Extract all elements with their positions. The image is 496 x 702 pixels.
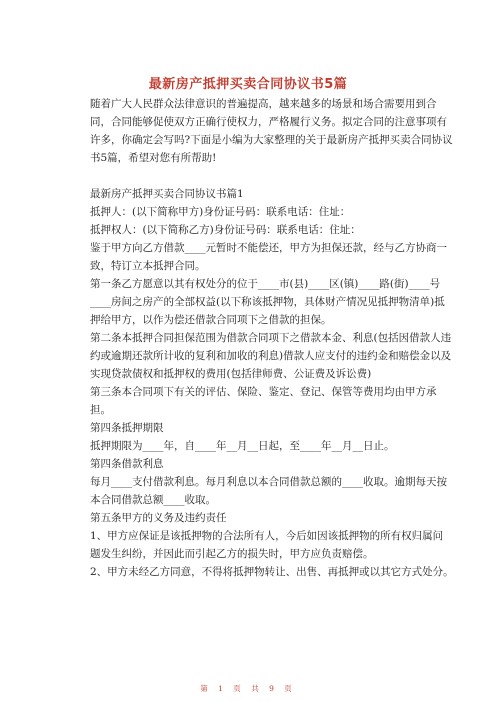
document-body	[90, 95, 454, 581]
content-line: 鉴于甲方向乙方借款____元暂时不能偿还，甲方为担保还款，经与乙方协商一	[90, 242, 447, 254]
content-line: 第四条抵押期限	[90, 422, 164, 434]
content-line: 抵押人：(以下简称甲方)身份证号码：联系电话：住址：	[90, 206, 351, 218]
content-line: 抵押期限为____年，自____年__月__日起，至____年__月__日止。	[90, 440, 395, 452]
intro-line: 许多，你确定会写吗?下面是小编为大家整理的关于最新房产抵押买卖合同协议	[90, 134, 453, 146]
content-line: 题发生纠纷，并因此而引起乙方的损失时，甲方应负责赔偿。	[90, 548, 374, 560]
intro-line: 随着广大人民群众法律意识的普遍提高，越来越多的场景和场合需要用到合	[90, 98, 437, 110]
section-heading: 最新房产抵押买卖合同协议书篇1	[90, 188, 244, 200]
content-line: 致，特订立本抵押合同。	[90, 260, 206, 272]
intro-line: 书5篇，希望对您有所帮助!	[90, 152, 217, 164]
content-line: 本合同借款总额____收取。	[90, 494, 216, 506]
content-line: 第三条本合同项下有关的评估、保险、鉴定、登记、保管等费用均由甲方承	[90, 386, 437, 398]
document-title: 最新房产抵押买卖合同协议书5篇	[148, 77, 348, 92]
intro-line: 同，合同能够促使双方正确行使权力，严格履行义务。拟定合同的注意事项有	[90, 116, 447, 128]
content-line: 1、甲方应保证是该抵押物的合法所有人，今后如因该抵押物的所有权归属问	[90, 530, 444, 542]
content-line: 第一条乙方愿意以其有权处分的位于____市(县)____区(镇)____路(街)____号	[90, 278, 441, 290]
content-line: 担。	[90, 404, 111, 416]
content-line: 2、甲方未经乙方同意，不得将抵押物转让、出售、再抵押或以其它方式处分。	[90, 566, 454, 578]
content-line: 抵押权人：(以下简称乙方)身份证号码：联系电话：住址：	[90, 224, 361, 236]
page-footer: 第 1 页 共 9 页	[200, 684, 296, 693]
content-line: 每月____支付借款利息。每月利息以本合同借款总额的____收取。逾期每天按	[90, 476, 447, 488]
content-line: 第四条借款利息	[90, 458, 164, 470]
paragraph-gap	[90, 167, 410, 185]
content-line: 押给甲方，以作为偿还借款合同项下之借款的担保。	[90, 314, 332, 326]
content-line: 第二条本抵押合同担保范围为借款合同项下之借款本金、利息(包括因借款人违	[90, 332, 452, 344]
content-line: 实现贷款债权和抵押权的费用(包括律师费、公证费及诉讼费)	[90, 368, 372, 380]
content-line: 第五条甲方的义务及违约责任	[90, 512, 227, 524]
content-line: 约或逾期还款所计收的复利和加收的利息)借款人应支付的违约金和赔偿金以及	[90, 350, 452, 362]
content-line: ____房间之房产的全部权益(以下称该抵押物，具体财产情况见抵押物清单)抵	[90, 296, 445, 308]
